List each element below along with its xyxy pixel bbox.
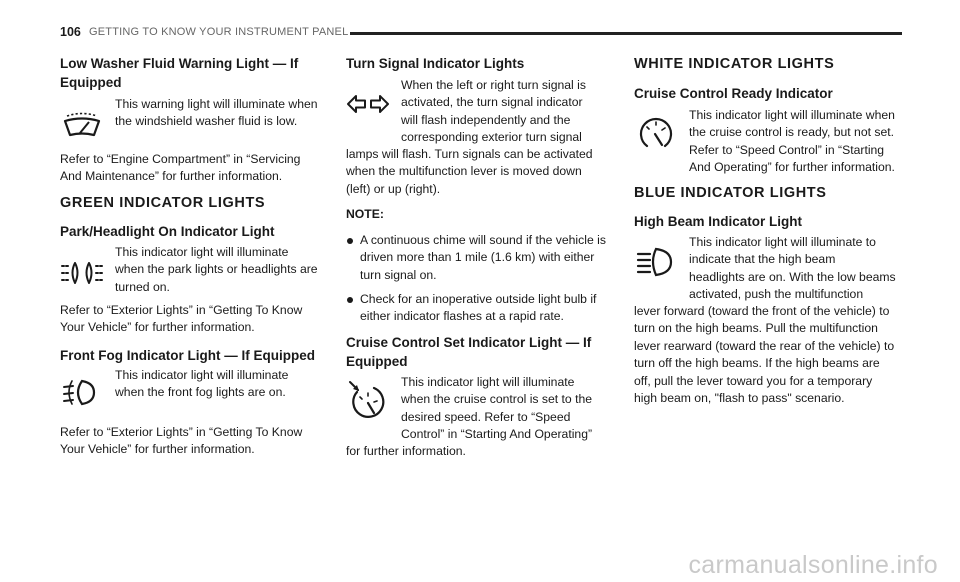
- washer-heading: Low Washer Fluid Warning Light — If Equipped: [60, 56, 299, 90]
- page-number: 106: [60, 25, 81, 39]
- cruise-ready-heading: Cruise Control Ready Indicator: [634, 86, 833, 101]
- turn-signal-arrows-icon: [346, 84, 390, 124]
- high-beam-icon: [634, 243, 678, 283]
- turn-description-indented: When the left or right turn signal is activated, the turn signal indicator will flash independently and the corresponding exterior turn signal: [401, 78, 586, 145]
- front-fog-icon: [60, 374, 104, 414]
- park-reference: Refer to “Exterior Lights” in “Getting To Know Your Vehicle” for further information.: [60, 303, 303, 335]
- white-indicator-heading: WHITE INDICATOR LIGHTS: [634, 56, 835, 72]
- cruise-set-heading: Cruise Control Set Indicator Light — If Equipped: [346, 335, 592, 369]
- fog-description: This indicator light will illuminate when the front fog lights are on.: [115, 368, 289, 400]
- watermark: carmanualsonline.info: [688, 551, 938, 579]
- turn-description: lamps will flash. Turn signals can be activated when the multifunction lever is moved down (left) or up (right).: [346, 147, 593, 196]
- turn-signal-heading: Turn Signal Indicator Lights: [346, 56, 525, 71]
- fog-reference: Refer to “Exterior Lights” in “Getting To Know Your Vehicle” for further information.: [60, 425, 303, 457]
- bullet-dot: [347, 297, 353, 303]
- high-beam-description: lever forward (toward the front of the vehicle) to turn on the high beams. Pull the multifunction lever rearward (toward the rear of the vehicle) to turn off the high beams. If the high beams are off, pull the lever toward you for a temporary high beam on, "flash to pass" scenario.: [634, 304, 895, 406]
- green-indicator-heading: GREEN INDICATOR LIGHTS: [60, 195, 266, 211]
- high-beam-heading: High Beam Indicator Light: [634, 214, 803, 229]
- washer-reference: Refer to “Engine Compartment” in “Servicing And Maintenance” for further information.: [60, 152, 301, 184]
- park-description: This indicator light will illuminate when the park lights or headlights are turned on.: [115, 245, 318, 294]
- park-lights-icon: [60, 254, 104, 294]
- header-rule: [350, 32, 902, 35]
- cruise-set-speedometer-icon: [346, 380, 390, 420]
- washer-description: This warning light will illuminate when the windshield washer fluid is low.: [115, 97, 318, 129]
- park-headlight-heading: Park/Headlight On Indicator Light: [60, 224, 275, 239]
- washer-fluid-icon: [60, 102, 104, 142]
- cruise-set-description-indented: This indicator light will illuminate when the cruise control is set to the desired speed. Refer to “Speed Control” in “Starting And Operating”: [401, 375, 593, 442]
- high-beam-description-indented: This indicator light will illuminate to indicate that the high beam headlights are on. With the low beams activated, push the multifunction: [689, 235, 896, 302]
- bullet-dot: [347, 238, 353, 244]
- cruise-ready-speedometer-icon: [634, 112, 678, 152]
- blue-indicator-heading: BLUE INDICATOR LIGHTS: [634, 185, 827, 201]
- note-label: NOTE:: [346, 207, 384, 221]
- page-header: [60, 25, 902, 45]
- front-fog-heading: Front Fog Indicator Light — If Equipped: [60, 348, 315, 363]
- cruise-set-description: for further information.: [346, 444, 466, 458]
- running-title: GETTING TO KNOW YOUR INSTRUMENT PANEL: [89, 25, 349, 38]
- cruise-ready-description: This indicator light will illuminate when the cruise control is ready, but not set. Refer to “Speed Control” in “Starting And Operating” for further information.: [689, 108, 895, 175]
